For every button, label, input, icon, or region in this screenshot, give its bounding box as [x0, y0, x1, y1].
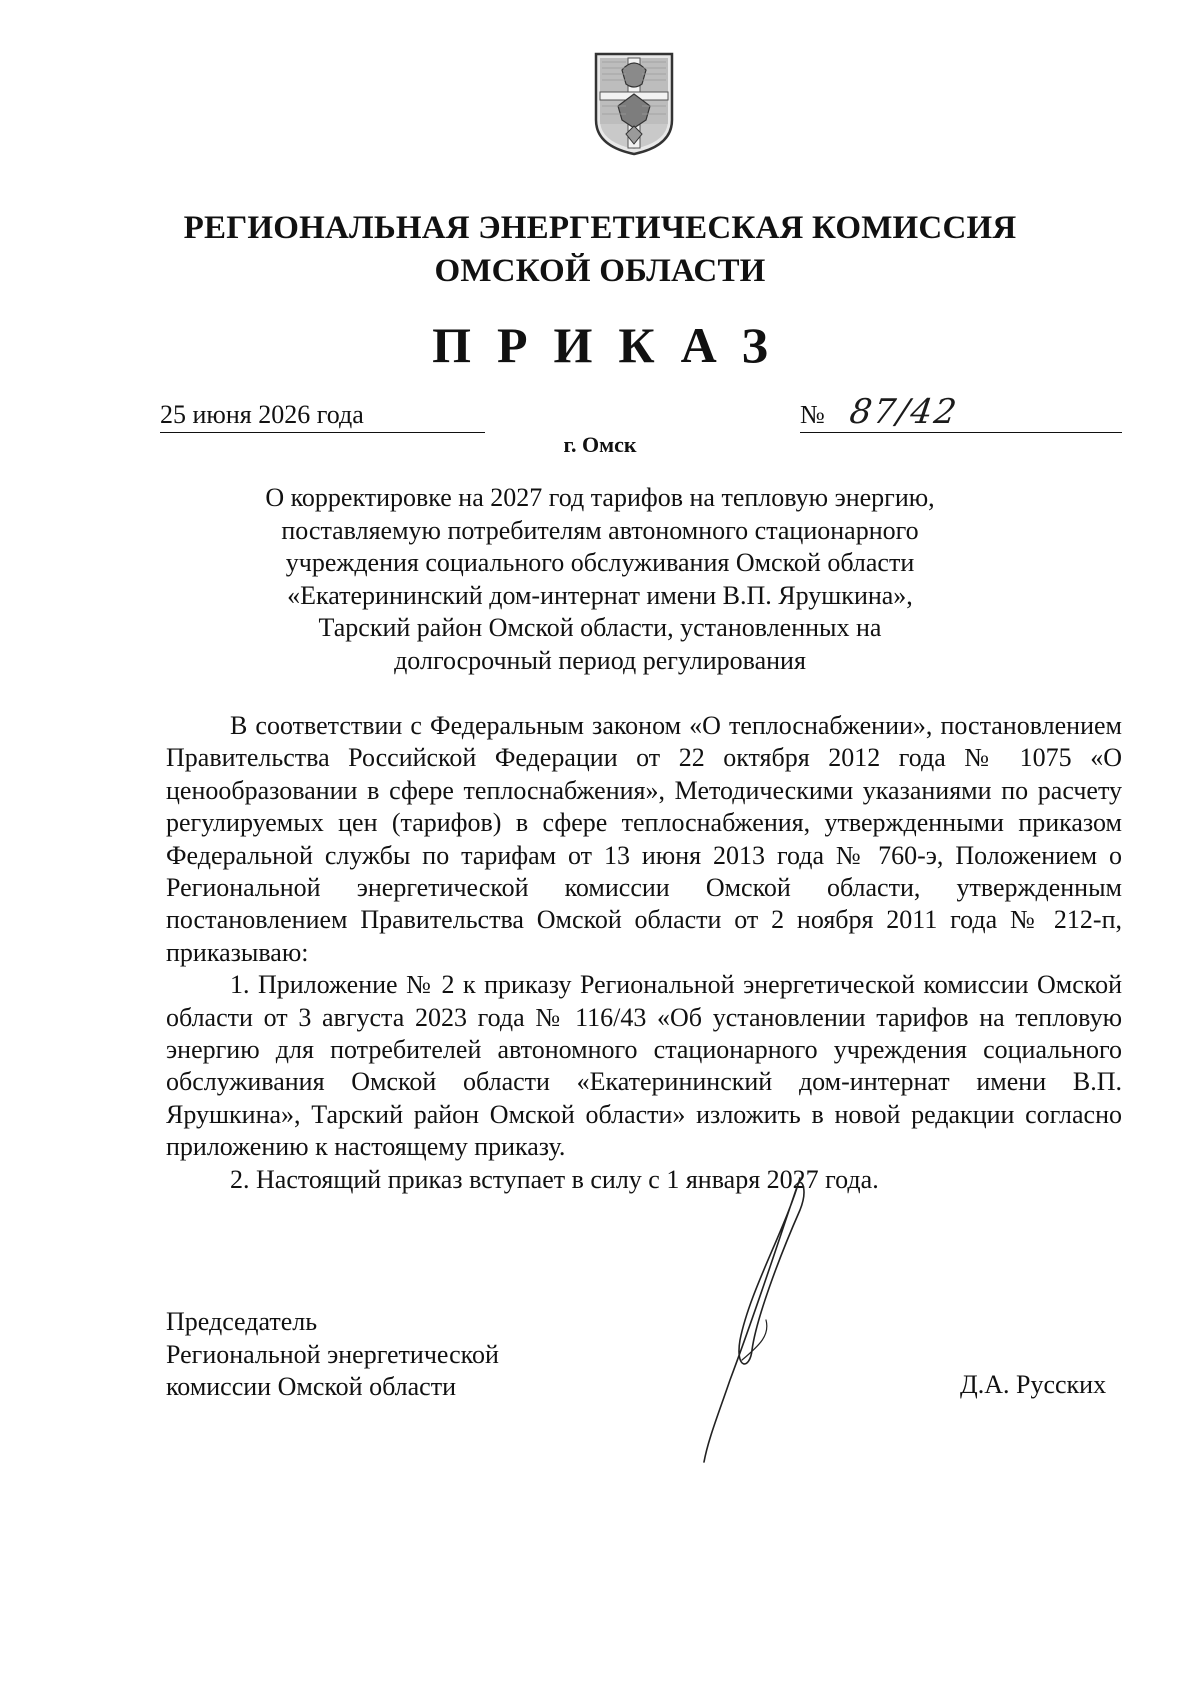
item-2-paragraph: 2. Настоящий приказ вступает в силу с 1 января 2027 года.	[230, 1164, 879, 1194]
signatory-title-line: комиссии Омской области	[166, 1372, 456, 1401]
document-number-handwritten: 87/42	[847, 392, 961, 432]
signatory-title	[166, 1306, 499, 1404]
item-1-paragraph: 1. Приложение № 2 к приказу Региональной энергетической комиссии Омской области от 3 августа 2023 года № 116/43 «Об установлении тарифов на тепловую энергию для потребителей автономного стационарного учреждения социального обслуживания Омской области «Екатерининский дом-интернат имени В.П. Ярушкина», Тарский район Омской области» изложить в новой редакции согласно приложению к настоящему приказу.	[166, 970, 1122, 1162]
subject-line: долгосрочный период регулирования	[394, 645, 806, 675]
signatory-title-line: Председатель	[166, 1307, 318, 1336]
coat-of-arms-emblem	[592, 50, 676, 156]
document-date: 25 июня 2026 года	[160, 400, 364, 429]
signatory-title-line: Региональной энергетической	[166, 1339, 499, 1369]
handwritten-signature	[690, 1170, 850, 1470]
organization-name-line1: РЕГИОНАЛЬНАЯ ЭНЕРГЕТИЧЕСКАЯ КОМИССИЯ	[183, 210, 1017, 246]
subject-line: Тарский район Омской области, установленных на	[318, 613, 882, 642]
document-city: г. Омск	[563, 432, 637, 457]
subject-line: О корректировке на 2027 год тарифов на тепловую энергию,	[265, 483, 935, 512]
document-subject	[200, 482, 1000, 677]
document-number-label: №	[800, 400, 825, 429]
subject-line: «Екатерининский дом-интернат имени В.П. Ярушкина»,	[287, 580, 913, 610]
preamble-paragraph: В соответствии с Федеральным законом «О теплоснабжении», постановлением Правительства Российской Федерации от 22 октября 2012 года № 1075 «О ценообразовании в сфере теплоснабжения», Методическими указаниями по расчету регулируемых цен (тарифов) в сфере теплоснабжения, утвержденными приказом Федеральной службы по тарифам от 13 июня 2013 года № 760-э, Положением о Региональной энергетической комиссии Омской области, утвержденным постановлением Правительства Омской области от 2 ноября 2011 года № 212-п, приказываю:	[166, 711, 1122, 967]
signatory-name: Д.А. Русских	[960, 1370, 1107, 1399]
subject-line: поставляемую потребителям автономного стационарного	[281, 515, 919, 545]
document-body	[166, 710, 1122, 1196]
subject-line: учреждения социального обслуживания Омской области	[285, 548, 915, 577]
organization-name-line2: ОМСКОЙ ОБЛАСТИ	[434, 253, 766, 289]
document-type-title: ПРИКАЗ	[432, 317, 794, 373]
